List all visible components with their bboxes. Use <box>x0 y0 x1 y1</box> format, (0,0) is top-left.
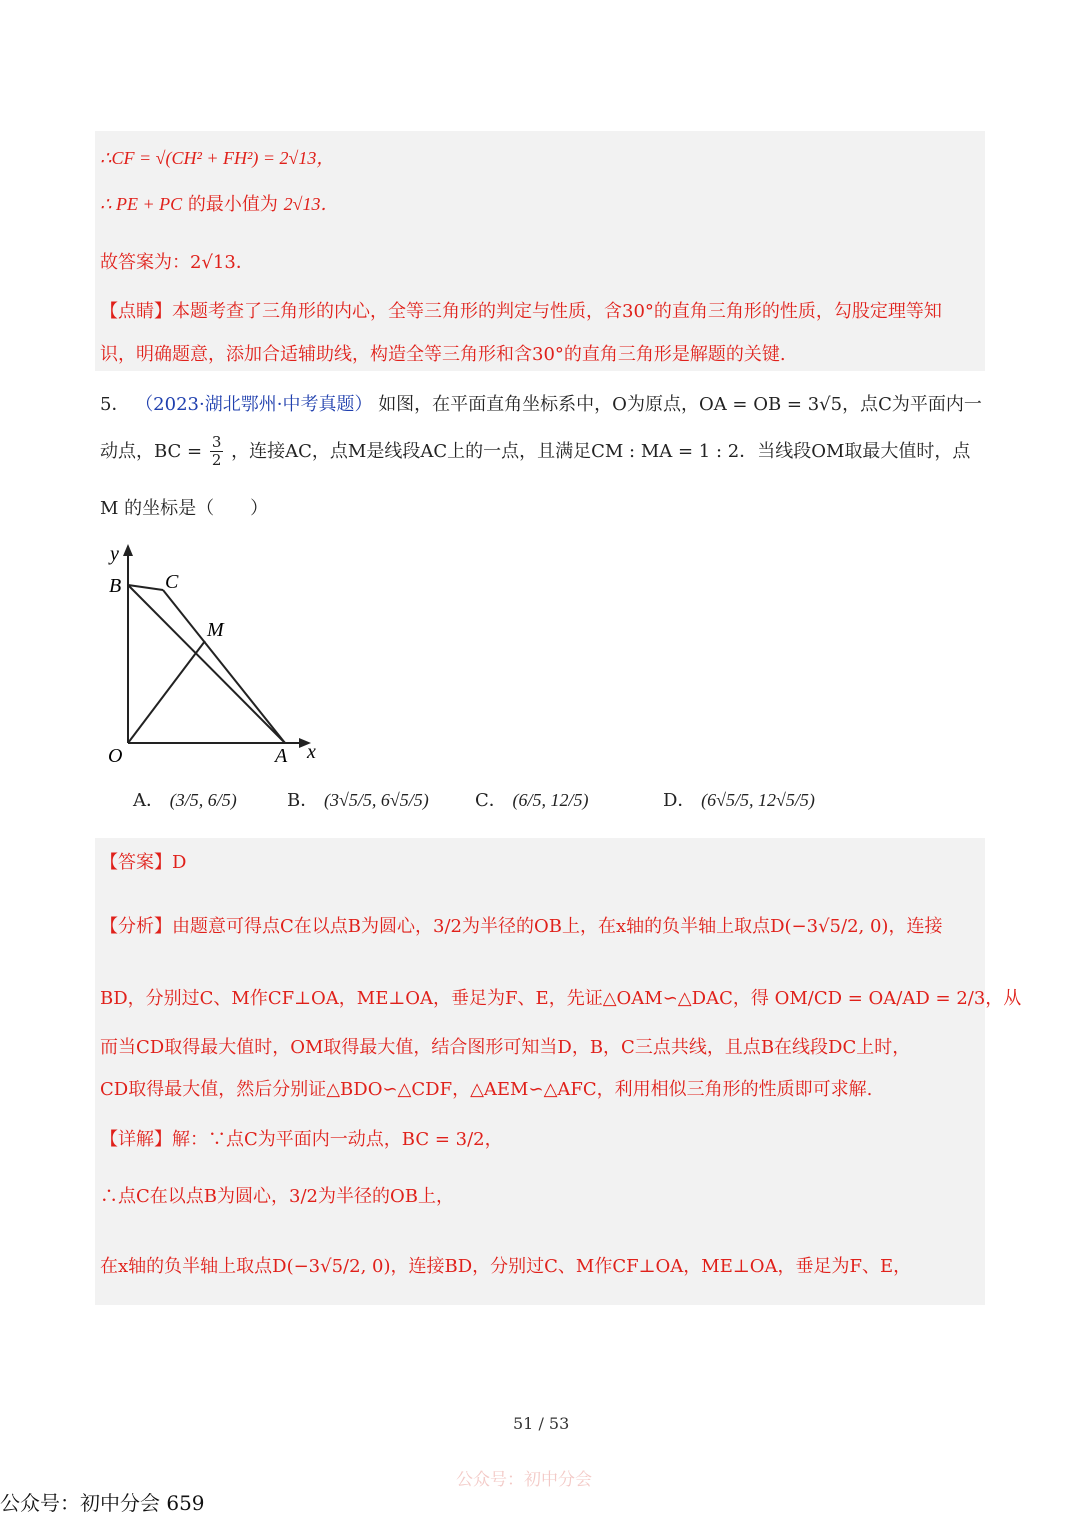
detail-tag: 【详解】 <box>100 1129 172 1150</box>
comment-tag: 【点睛】 <box>100 301 172 322</box>
question-text-1: 如图，在平面直角坐标系中，O为原点，OA = OB = 3√5，点C为平面内一 <box>378 394 982 415</box>
detail-line-2: ∴点C在以点B为圆心，3/2为半径的OB上， <box>100 1186 454 1207</box>
fraction-bc-num: 3 <box>211 433 222 451</box>
segment-om <box>128 641 205 743</box>
solution-box-bottom <box>95 838 985 1305</box>
detail-text-1: 解：∵点C为平面内一动点，BC = 3/2， <box>172 1129 503 1150</box>
option-b-value: (3√5/5, 6√5/5) <box>323 790 429 810</box>
analysis-line-2: BD，分别过C、M作CF⊥OA，ME⊥OA，垂足为F、E，先证△OAM∽△DAC，得 OM/CD = OA/AD = 2/3，从 <box>100 988 1022 1009</box>
fraction-bc-den: 2 <box>211 451 222 470</box>
option-c[interactable] <box>475 786 589 812</box>
comment-text-1: 本题考查了三角形的内心，全等三角形的判定与性质，含30°的直角三角形的性质，勾股定理等知 <box>172 301 942 322</box>
detail-line-1 <box>100 1125 503 1151</box>
option-a[interactable] <box>133 786 237 812</box>
cf-equation: ∴CF = √(CH² + FH²) = 2√13， <box>100 148 335 168</box>
question-number: 5． <box>100 394 130 415</box>
coordinate-figure <box>95 540 335 770</box>
question-line-3: M 的坐标是（ ） <box>100 498 269 519</box>
segment-ba <box>128 585 285 743</box>
question-source: （2023·湖北鄂州·中考真题） <box>135 394 373 415</box>
label-o: O <box>108 745 123 767</box>
comment-line-2: 识，明确题意，添加合适辅助线，构造全等三角形和含30°的直角三角形是解题的关键. <box>100 344 786 365</box>
page-number: 51 / 53 <box>513 1414 570 1433</box>
option-b[interactable] <box>287 786 429 812</box>
label-x: x <box>307 741 316 763</box>
option-d-value: (6√5/5, 12√5/5) <box>701 790 815 810</box>
option-a-label: A． <box>133 790 164 811</box>
label-c: C <box>165 571 179 593</box>
analysis-line-3: 而当CD取得最大值时，OM取得最大值，结合图形可知当D，B，C三点共线，且点B在线段DC上时， <box>100 1037 911 1058</box>
min-value: 2√13． <box>283 194 339 214</box>
segment-ca <box>163 590 285 743</box>
question-text-2a: 动点，BC = <box>100 440 203 462</box>
comment-line-1 <box>100 297 942 323</box>
option-a-value: (3/5, 6/5) <box>169 790 237 810</box>
option-d-label: D． <box>663 790 696 811</box>
question-line-2 <box>100 434 970 470</box>
fraction-bc <box>210 434 224 470</box>
min-value-text: 的最小值为 <box>187 194 278 215</box>
watermark: 公众号：初中分会 <box>456 1470 592 1490</box>
option-b-label: B． <box>287 790 319 811</box>
question-text-2b: ，连接AC，点M是线段AC上的一点，且满足CM : MA = 1 : 2．当线段OM取最大值时，点 <box>231 440 971 462</box>
y-axis-arrow <box>123 544 133 556</box>
label-y: y <box>110 543 119 565</box>
question-line-1 <box>100 390 982 416</box>
analysis-line-1 <box>100 912 942 938</box>
label-m: M <box>207 619 224 641</box>
analysis-text-1: 由题意可得点C在以点B为圆心，3/2为半径的OB上，在x轴的负半轴上取点D(−3√5/2, 0)，连接 <box>172 916 943 937</box>
option-c-value: (6/5, 12/5) <box>512 790 589 810</box>
answer-line: 【答案】D <box>100 852 187 873</box>
final-answer-line: 故答案为：2√13． <box>100 252 254 273</box>
min-value-line <box>100 190 338 216</box>
analysis-tag: 【分析】 <box>100 916 172 937</box>
pe-pc-expr: ∴ PE + PC <box>100 194 183 214</box>
analysis-line-4: CD取得最大值，然后分别证△BDO∽△CDF，△AEM∽△AFC，利用相似三角形的性质即可求解. <box>100 1079 873 1100</box>
label-b: B <box>109 575 122 597</box>
label-a: A <box>275 745 288 767</box>
option-c-label: C． <box>475 790 507 811</box>
bottom-account-text: 公众号：初中分会 659 <box>0 1491 205 1515</box>
option-d[interactable] <box>663 786 815 812</box>
detail-line-3: 在x轴的负半轴上取点D(−3√5/2, 0)，连接BD，分别过C、M作CF⊥OA，ME⊥OA，垂足为F、E， <box>100 1256 912 1277</box>
